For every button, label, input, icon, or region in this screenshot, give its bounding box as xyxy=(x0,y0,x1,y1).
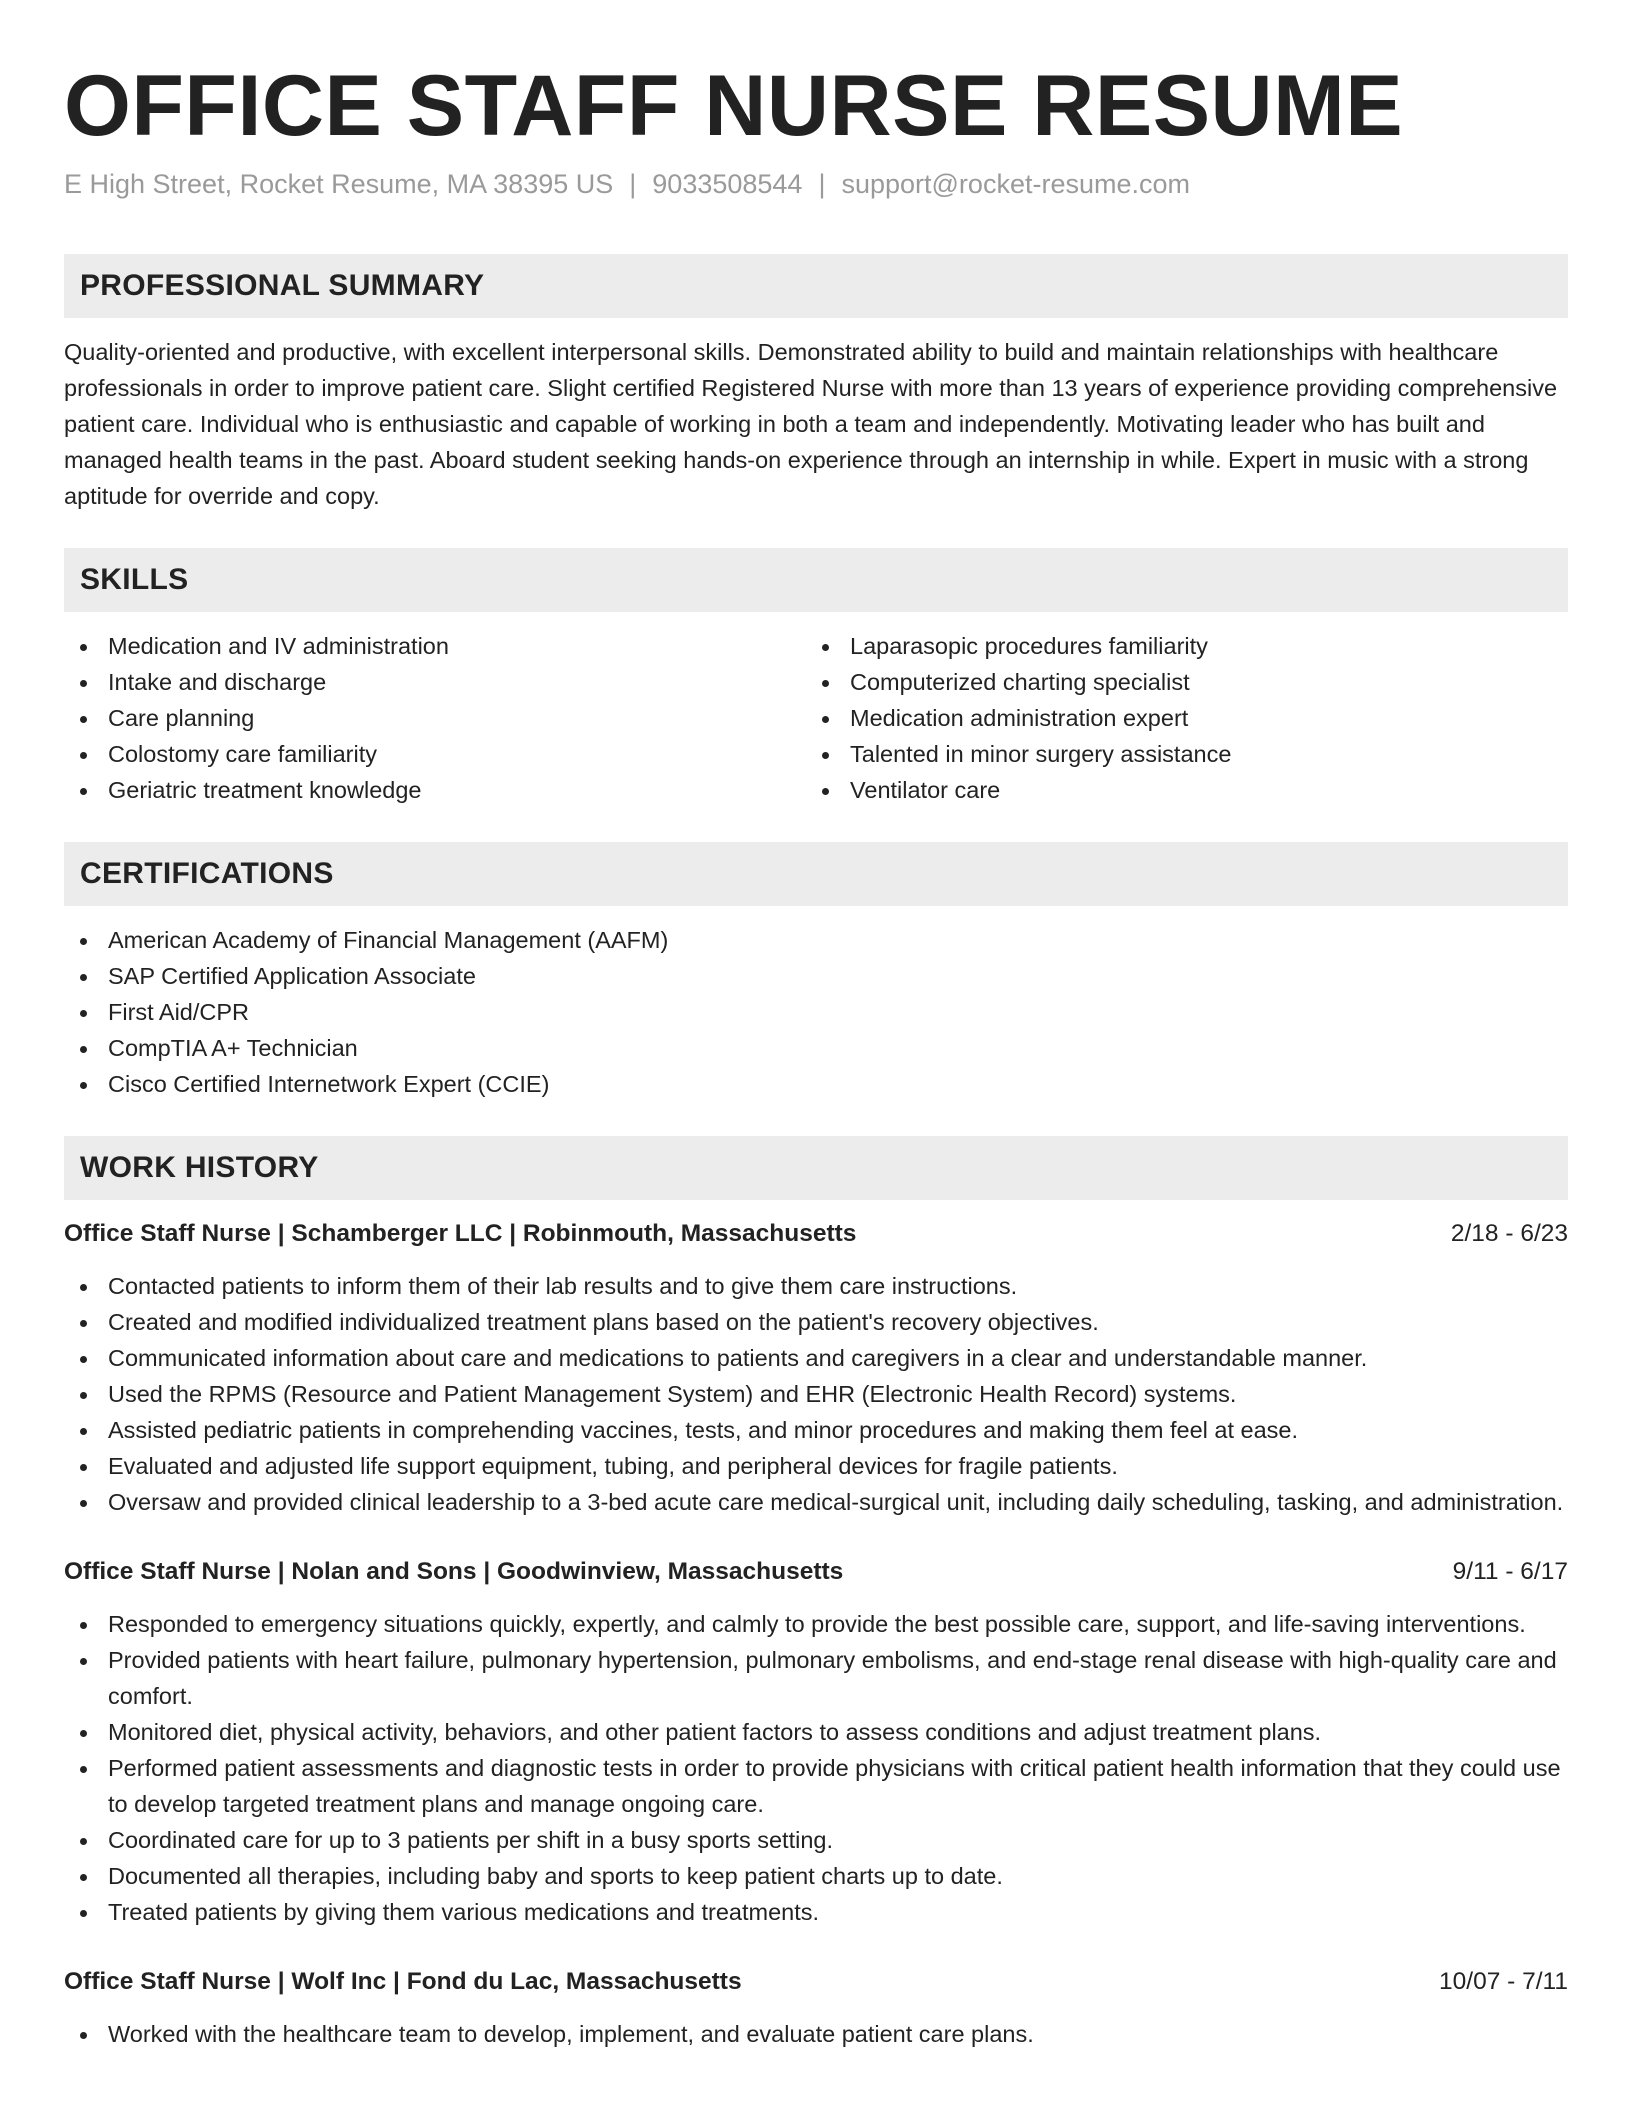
contact-email: support@rocket-resume.com xyxy=(841,169,1190,199)
job-entry xyxy=(64,1554,1568,1930)
skill-item: Ventilator care xyxy=(806,772,1548,808)
contact-separator: | xyxy=(629,169,637,199)
skills-section xyxy=(64,548,1568,808)
job-header xyxy=(64,1554,1568,1590)
section-heading-summary: PROFESSIONAL SUMMARY xyxy=(64,254,1568,318)
section-heading-certifications: CERTIFICATIONS xyxy=(64,842,1568,906)
job-entry xyxy=(64,1964,1568,2052)
job-bullet: Evaluated and adjusted life support equipment, tubing, and peripheral devices for fragile patients. xyxy=(64,1448,1568,1484)
job-title: Office Staff Nurse | Wolf Inc | Fond du Lac, Massachusetts xyxy=(64,1968,742,1995)
job-dates: 10/07 - 7/11 xyxy=(1439,1968,1568,1995)
certification-item: SAP Certified Application Associate xyxy=(64,958,1568,994)
job-dates: 9/11 - 6/17 xyxy=(1452,1558,1568,1585)
skill-item: Intake and discharge xyxy=(64,664,806,700)
skill-item: Talented in minor surgery assistance xyxy=(806,736,1548,772)
skills-grid xyxy=(64,628,1568,808)
job-bullet: Monitored diet, physical activity, behaviors, and other patient factors to assess conditions and adjust treatment plans. xyxy=(64,1714,1568,1750)
skill-item: Geriatric treatment knowledge xyxy=(64,772,806,808)
job-bullet: Created and modified individualized treatment plans based on the patient's recovery objectives. xyxy=(64,1304,1568,1340)
skill-item: Computerized charting specialist xyxy=(806,664,1548,700)
work-history-section xyxy=(64,1136,1568,2052)
summary-text: Quality-oriented and productive, with excellent interpersonal skills. Demonstrated ability to build and maintain relationships with healthcare professionals in order to improve patient care. Slight certified Registered Nurse with more than 13 years of experience providing comprehensive patient care. Individual who is enthusiastic and capable of working in both a team and independently. Motivating leader who has built and managed health teams in the past. Aboard student seeking hands-on experience through an internship in while. Expert in music with a strong aptitude for override and copy. xyxy=(64,339,1558,509)
certification-item: American Academy of Financial Management (AAFM) xyxy=(64,922,1568,958)
job-bullets xyxy=(64,1606,1568,1930)
job-title: Office Staff Nurse | Nolan and Sons | Goodwinview, Massachusetts xyxy=(64,1558,844,1585)
skills-list-left xyxy=(64,628,806,808)
resume-page xyxy=(64,0,1568,2052)
job-bullet: Used the RPMS (Resource and Patient Management System) and EHR (Electronic Health Record) systems. xyxy=(64,1376,1568,1412)
certification-item: Cisco Certified Internetwork Expert (CCIE) xyxy=(64,1066,1568,1102)
skills-list-right xyxy=(806,628,1548,808)
contact-separator: | xyxy=(818,169,826,199)
skill-item: Colostomy care familiarity xyxy=(64,736,806,772)
section-heading-skills: SKILLS xyxy=(64,548,1568,612)
job-bullet: Treated patients by giving them various medications and treatments. xyxy=(64,1894,1568,1930)
certification-item: CompTIA A+ Technician xyxy=(64,1030,1568,1066)
job-bullet: Provided patients with heart failure, pulmonary hypertension, pulmonary embolisms, and end-stage renal disease with high-quality care and comfort. xyxy=(64,1642,1568,1714)
skill-item: Medication and IV administration xyxy=(64,628,806,664)
job-bullet: Assisted pediatric patients in comprehending vaccines, tests, and minor procedures and making them feel at ease. xyxy=(64,1412,1568,1448)
job-bullet: Performed patient assessments and diagnostic tests in order to provide physicians with critical patient health information that they could use to develop targeted treatment plans and manage ongoing care. xyxy=(64,1750,1568,1822)
professional-summary-section xyxy=(64,254,1568,514)
contact-phone: 9033508544 xyxy=(652,169,803,199)
job-bullet: Documented all therapies, including baby and sports to keep patient charts up to date. xyxy=(64,1858,1568,1894)
job-title: Office Staff Nurse | Schamberger LLC | Robinmouth, Massachusetts xyxy=(64,1220,857,1247)
section-heading-work-history: WORK HISTORY xyxy=(64,1136,1568,1200)
skill-item: Laparasopic procedures familiarity xyxy=(806,628,1548,664)
job-header xyxy=(64,1216,1568,1252)
job-dates: 2/18 - 6/23 xyxy=(1450,1220,1568,1247)
skill-item: Care planning xyxy=(64,700,806,736)
contact-address: E High Street, Rocket Resume, MA 38395 US xyxy=(64,169,614,199)
certifications-list xyxy=(64,922,1568,1102)
job-bullets xyxy=(64,1268,1568,1520)
skill-item: Medication administration expert xyxy=(806,700,1548,736)
job-bullet: Coordinated care for up to 3 patients per shift in a busy sports setting. xyxy=(64,1822,1568,1858)
certification-item: First Aid/CPR xyxy=(64,994,1568,1030)
job-bullet: Oversaw and provided clinical leadership to a 3-bed acute care medical-surgical unit, including daily scheduling, tasking, and administration. xyxy=(64,1484,1568,1520)
job-entry xyxy=(64,1216,1568,1520)
contact-line xyxy=(64,166,1568,202)
resume-title: OFFICE STAFF NURSE RESUME xyxy=(64,58,1404,154)
job-bullets xyxy=(64,2016,1568,2052)
certifications-section xyxy=(64,842,1568,1102)
job-bullet: Contacted patients to inform them of their lab results and to give them care instructions. xyxy=(64,1268,1568,1304)
job-bullet: Worked with the healthcare team to develop, implement, and evaluate patient care plans. xyxy=(64,2016,1568,2052)
job-bullet: Responded to emergency situations quickly, expertly, and calmly to provide the best possible care, support, and life-saving interventions. xyxy=(64,1606,1568,1642)
job-header xyxy=(64,1964,1568,2000)
job-bullet: Communicated information about care and medications to patients and caregivers in a clear and understandable manner. xyxy=(64,1340,1568,1376)
